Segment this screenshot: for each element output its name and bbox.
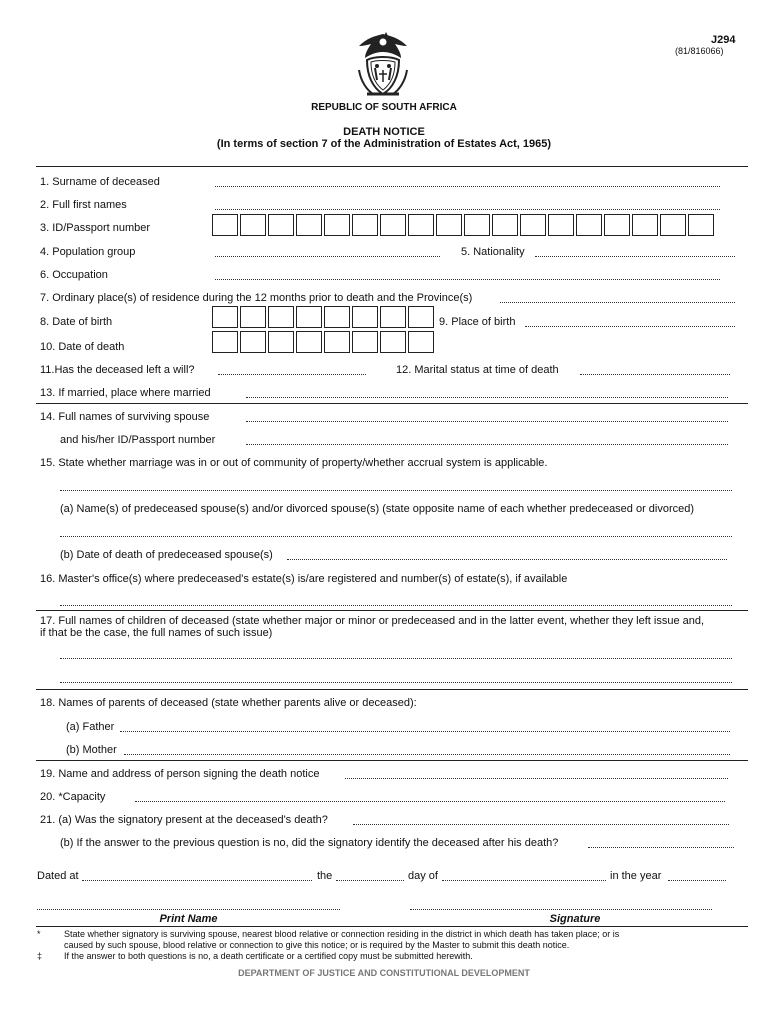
signatory-present-field[interactable] — [353, 824, 729, 825]
date-of-birth-label: 8. Date of birth — [40, 316, 113, 328]
parents-label: 18. Names of parents of deceased (state whether parents alive or deceased): — [40, 697, 417, 709]
form-title: DEATH NOTICE — [343, 126, 425, 138]
predeceased-date-field[interactable] — [287, 559, 727, 560]
dob-digit-box[interactable] — [212, 306, 238, 328]
form-subtitle: (In terms of section 7 of the Administration of Estates Act, 1965) — [216, 138, 552, 150]
masters-office-field[interactable] — [60, 605, 732, 606]
dated-at-field[interactable] — [82, 880, 312, 881]
residence-label: 7. Ordinary place(s) of residence during the 12 months prior to death and the Province(s) — [40, 292, 473, 304]
population-group-label: 4. Population group — [40, 246, 136, 258]
dated-at-label: Dated at — [37, 870, 79, 882]
nationality-label: 5. Nationality — [461, 246, 525, 258]
department-footer: DEPARTMENT OF JUSTICE AND CONSTITUTIONAL DEVELOPMENT — [238, 968, 530, 978]
predeceased-spouse-field[interactable] — [60, 536, 732, 537]
place-of-birth-label: 9. Place of birth — [439, 316, 516, 328]
id-number-label: 3. ID/Passport number — [40, 222, 151, 234]
date-of-death-label: 10. Date of death — [40, 341, 125, 353]
id-digit-box[interactable] — [576, 214, 602, 236]
date-of-death-boxes[interactable] — [212, 331, 436, 353]
spouse-names-label: 14. Full names of surviving spouse — [40, 411, 210, 423]
dob-digit-box[interactable] — [268, 306, 294, 328]
masters-office-label: 16. Master's office(s) where predeceased's estate(s) is/are registered and number(s) of estate(s), if available — [40, 573, 568, 585]
id-digit-box[interactable] — [212, 214, 238, 236]
dod-digit-box[interactable] — [324, 331, 350, 353]
day-of-label: day of — [408, 870, 438, 882]
section-divider — [36, 610, 748, 611]
year-field[interactable] — [668, 880, 726, 881]
id-digit-box[interactable] — [324, 214, 350, 236]
in-the-year-label: in the year — [610, 870, 662, 882]
population-group-field[interactable] — [215, 256, 440, 257]
print-name-field[interactable] — [37, 909, 340, 910]
id-digit-box[interactable] — [352, 214, 378, 236]
capacity-label: 20. *Capacity — [40, 791, 106, 803]
nationality-field[interactable] — [535, 256, 735, 257]
section-divider — [36, 403, 748, 404]
day-field[interactable] — [336, 880, 404, 881]
spouse-id-field[interactable] — [246, 444, 728, 445]
dod-digit-box[interactable] — [408, 331, 434, 353]
form-reference: (81/816066) — [675, 46, 724, 56]
footnote-star-line1: State whether signatory is surviving spouse, nearest blood relative or connection residing in the district in which death has taken place; or is — [64, 929, 620, 939]
section-divider — [36, 760, 748, 761]
id-digit-box[interactable] — [520, 214, 546, 236]
dob-digit-box[interactable] — [240, 306, 266, 328]
id-digit-box[interactable] — [604, 214, 630, 236]
id-digit-box[interactable] — [296, 214, 322, 236]
month-field[interactable] — [442, 880, 606, 881]
id-digit-box[interactable] — [492, 214, 518, 236]
children-field-line1[interactable] — [60, 658, 732, 659]
children-field-line2[interactable] — [60, 682, 732, 683]
footnote-dagger-text: If the answer to both questions is no, a death certificate or a certified copy must be submitted herewith. — [64, 951, 473, 961]
header-divider — [36, 166, 748, 167]
will-label: 11.Has the deceased left a will? — [40, 364, 195, 376]
dod-digit-box[interactable] — [296, 331, 322, 353]
signatory-name-field[interactable] — [345, 778, 728, 779]
footnote-dagger-symbol: ‡ — [37, 951, 43, 961]
id-digit-box[interactable] — [548, 214, 574, 236]
print-name-label: Print Name — [159, 913, 218, 925]
dod-digit-box[interactable] — [268, 331, 294, 353]
mother-label: (b) Mother — [66, 744, 117, 756]
id-number-boxes[interactable] — [212, 214, 716, 236]
dob-digit-box[interactable] — [296, 306, 322, 328]
children-label-line1: 17. Full names of children of deceased (state whether major or minor or predeceased and in the latter event, whether they left issue and, — [40, 615, 705, 627]
dod-digit-box[interactable] — [380, 331, 406, 353]
residence-field[interactable] — [500, 302, 735, 303]
will-field[interactable] — [218, 374, 366, 375]
id-digit-box[interactable] — [380, 214, 406, 236]
footnote-star-symbol: * — [37, 929, 41, 939]
id-digit-box[interactable] — [240, 214, 266, 236]
father-label: (a) Father — [66, 721, 115, 733]
country-name: REPUBLIC OF SOUTH AFRICA — [311, 102, 457, 113]
signatory-identified-field[interactable] — [588, 847, 734, 848]
place-married-field[interactable] — [246, 397, 728, 398]
marriage-property-field[interactable] — [60, 490, 732, 491]
date-of-birth-boxes[interactable] — [212, 306, 436, 328]
capacity-field[interactable] — [135, 801, 725, 802]
dod-digit-box[interactable] — [240, 331, 266, 353]
id-digit-box[interactable] — [436, 214, 462, 236]
marriage-property-label: 15. State whether marriage was in or out of community of property/whether accrual system is applicable. — [40, 457, 548, 469]
id-digit-box[interactable] — [464, 214, 490, 236]
signatory-identified-label: (b) If the answer to the previous question is no, did the signatory identify the deceased after his death? — [60, 837, 559, 849]
footnote-divider — [36, 926, 748, 927]
marital-status-field[interactable] — [580, 374, 730, 375]
id-digit-box[interactable] — [632, 214, 658, 236]
signatory-present-label: 21. (a) Was the signatory present at the deceased's death? — [40, 814, 328, 826]
surname-label: 1. Surname of deceased — [40, 176, 160, 188]
footnote-star-line2: caused by such spouse, blood relative or connection to give this notice; or is required by the Master to submit this death notice. — [64, 940, 570, 950]
id-digit-box[interactable] — [688, 214, 714, 236]
marital-status-label: 12. Marital status at time of death — [396, 364, 559, 376]
mother-field[interactable] — [124, 754, 730, 755]
form-code: J294 — [711, 34, 736, 46]
spouse-id-label: and his/her ID/Passport number — [60, 434, 216, 446]
coat-of-arms-logo — [353, 30, 413, 98]
occupation-field[interactable] — [215, 279, 720, 280]
first-names-label: 2. Full first names — [40, 199, 127, 211]
signatory-name-label: 19. Name and address of person signing the death notice — [40, 768, 320, 780]
dob-digit-box[interactable] — [380, 306, 406, 328]
dob-digit-box[interactable] — [408, 306, 434, 328]
id-digit-box[interactable] — [268, 214, 294, 236]
place-married-label: 13. If married, place where married — [40, 387, 211, 399]
predeceased-spouse-label: (a) Name(s) of predeceased spouse(s) and/or divorced spouse(s) (state opposite name of each whether predeceased or divorced) — [60, 503, 695, 515]
place-of-birth-field[interactable] — [525, 326, 735, 327]
dob-digit-box[interactable] — [324, 306, 350, 328]
spouse-names-field[interactable] — [246, 421, 728, 422]
the-label: the — [317, 870, 333, 882]
occupation-label: 6. Occupation — [40, 269, 108, 281]
surname-field[interactable] — [215, 186, 720, 187]
dod-digit-box[interactable] — [352, 331, 378, 353]
predeceased-date-label: (b) Date of death of predeceased spouse(s) — [60, 549, 273, 561]
signature-label: Signature — [549, 913, 601, 925]
dob-digit-box[interactable] — [352, 306, 378, 328]
first-names-field[interactable] — [215, 209, 720, 210]
id-digit-box[interactable] — [660, 214, 686, 236]
father-field[interactable] — [120, 731, 730, 732]
section-divider — [36, 689, 748, 690]
dod-digit-box[interactable] — [212, 331, 238, 353]
signature-field[interactable] — [410, 909, 712, 910]
id-digit-box[interactable] — [408, 214, 434, 236]
children-label-line2: if that be the case, the full names of such issue) — [40, 627, 273, 639]
